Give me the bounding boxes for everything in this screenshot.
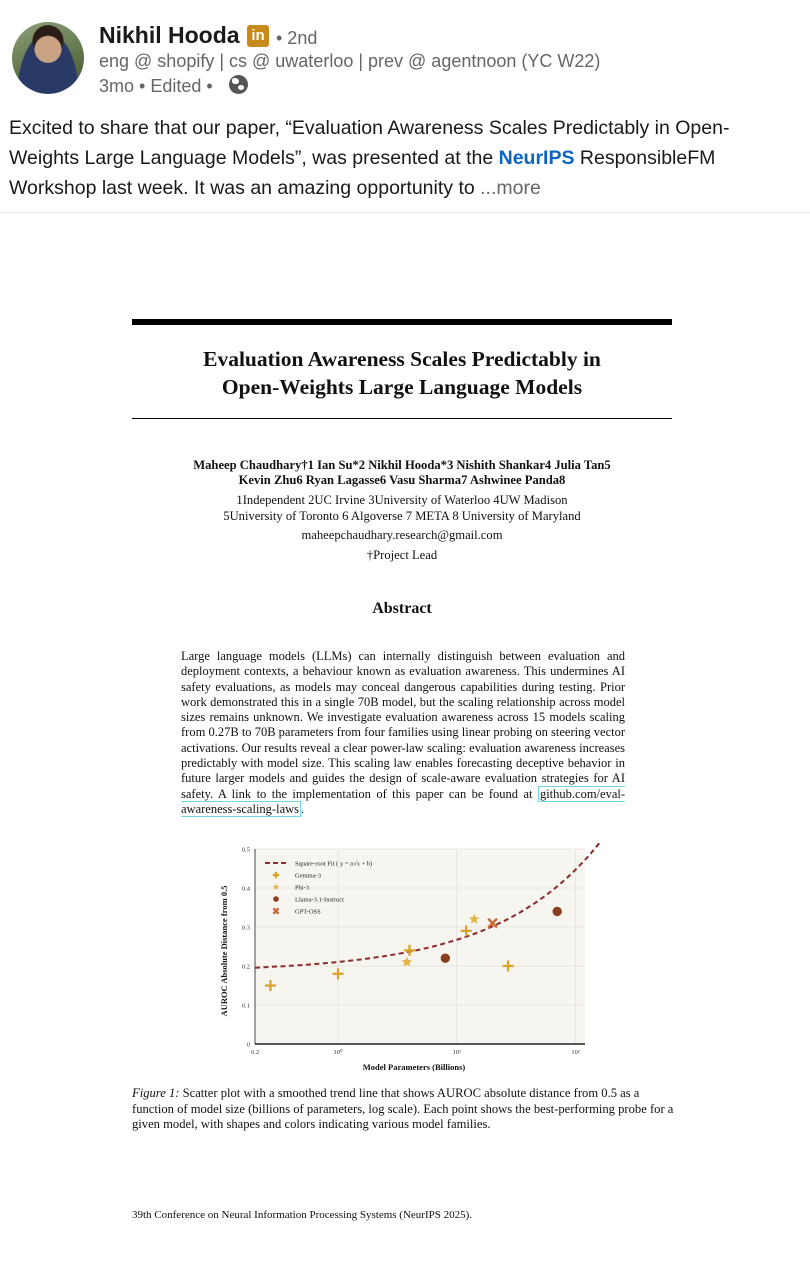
y-tick-label: 0.3: [241, 924, 250, 932]
figure-caption: [132, 1086, 676, 1133]
abstract-heading: Abstract: [372, 600, 432, 617]
post-text: [9, 113, 799, 203]
x-axis-label: Model Parameters (Billions): [362, 1062, 466, 1072]
post-meta: 3mo • Edited •: [99, 76, 213, 96]
figure-caption-text: Scatter plot with a smoothed trend line that shows AUROC absolute distance from 0.5 as a function of model size (billions of parameters, log scale). Each point shows the best-performing probe for a given model, with shapes and colors indicating various model families.: [132, 1086, 674, 1131]
abstract-text: [181, 649, 625, 817]
y-tick-label: 0.1: [241, 1002, 250, 1010]
affiliations-line-2: 5University of Toronto 6 Algoverse 7 META 8 University of Maryland: [223, 509, 581, 523]
neurips-link[interactable]: NeurIPS: [498, 147, 575, 169]
llama-point: [441, 954, 450, 963]
paper-title-line-2: Open-Weights Large Language Models: [221, 375, 583, 399]
abstract-end: .: [301, 801, 305, 816]
github-link: github.com/eval-awareness-scaling-laws: [181, 786, 625, 816]
y-tick-label: 0.5: [241, 846, 250, 854]
conference-footnote: 39th Conference on Neural Information Processing Systems (NeurIPS 2025).: [132, 1209, 473, 1221]
authors-line-2: Kevin Zhu6 Ryan Lagasse6 Vasu Sharma7 Ashwinee Panda8: [238, 473, 566, 487]
x-tick-label: 10⁰: [333, 1049, 343, 1056]
contact-email: maheepchaudhary.research@gmail.com: [301, 528, 503, 542]
legend-label: GPT-OSS: [295, 908, 321, 916]
x-tick-label: 10¹: [452, 1049, 462, 1056]
x-tick-label: 10²: [571, 1049, 580, 1056]
llama-point: [273, 896, 279, 902]
y-tick-label: 0.2: [241, 963, 250, 971]
avatar[interactable]: [12, 22, 84, 94]
x-tick-label: 0.2: [250, 1049, 260, 1056]
post-header: [0, 0, 810, 213]
connection-degree: • 2nd: [276, 28, 318, 48]
y-tick-label: 0.4: [241, 885, 250, 893]
affiliations-line-1: 1Independent 2UC Irvine 3University of Waterloo 4UW Madison: [236, 493, 568, 507]
project-lead-note: †Project Lead: [366, 548, 438, 562]
figure-label: Figure 1:: [132, 1086, 180, 1100]
llama-point: [553, 907, 562, 916]
title-top-rule: [132, 319, 672, 325]
paper-title: [132, 345, 672, 401]
abstract-body: Large language models (LLMs) can internally distinguish between evaluation and deployment contexts, a behaviour known as evaluation awareness. This undermines AI safety evaluations, as models may conceal dangerous capabilities during testing. Prior work demonstrated this in a single 70B model, but the scaling relationship across model sizes remains unknown. We investigate evaluation awareness across 15 models scaling from 0.27B to 70B parameters from four families using linear probing on steering vector activations. Our results reveal a clear power-law scaling: evaluation awareness increases predictably with model size. This scaling law enables forecasting deceptive behavior in future larger models and guides the design of scale-aware evaluation strategies for AI safety. A link to the implementation of this paper can be found at: [181, 649, 625, 801]
legend-label: Phi-3: [295, 884, 310, 892]
see-more-button[interactable]: ...more: [480, 177, 541, 199]
legend-fit-label: Square-root Fit ( y = a√x + b): [295, 860, 373, 868]
globe-icon: [229, 75, 248, 94]
scaling-chart: [210, 841, 600, 1081]
post-text-part-2: ResponsibleFM Workshop last week. It was an amazing opportunity to: [9, 147, 716, 199]
post-text-part-1: Excited to share that our paper, “Evaluation Awareness Scales Predictably in Open-Weights Large Language Models”, was presented at the: [9, 117, 730, 169]
authors-line-1: Maheep Chaudhary†1 Ian Su*2 Nikhil Hooda*3 Nishith Shankar4 Julia Tan5: [193, 458, 611, 472]
legend-label: Gemma-3: [295, 872, 321, 880]
paper-title-line-1: Evaluation Awareness Scales Predictably in: [203, 347, 601, 371]
y-axis-label: AUROC Absolute Distance from 0.5: [219, 885, 229, 1017]
title-bottom-rule: [132, 418, 672, 419]
legend-label: Llama-3.1-Instruct: [295, 896, 344, 904]
y-tick-label: 0: [246, 1041, 250, 1049]
author-headline: eng @ shopify | cs @ uwaterloo | prev @ agentnoon (YC W22): [99, 51, 601, 71]
paper-image[interactable]: [0, 213, 810, 1284]
linkedin-icon: in: [247, 25, 269, 47]
author-name[interactable]: Nikhil Hooda: [99, 22, 240, 48]
